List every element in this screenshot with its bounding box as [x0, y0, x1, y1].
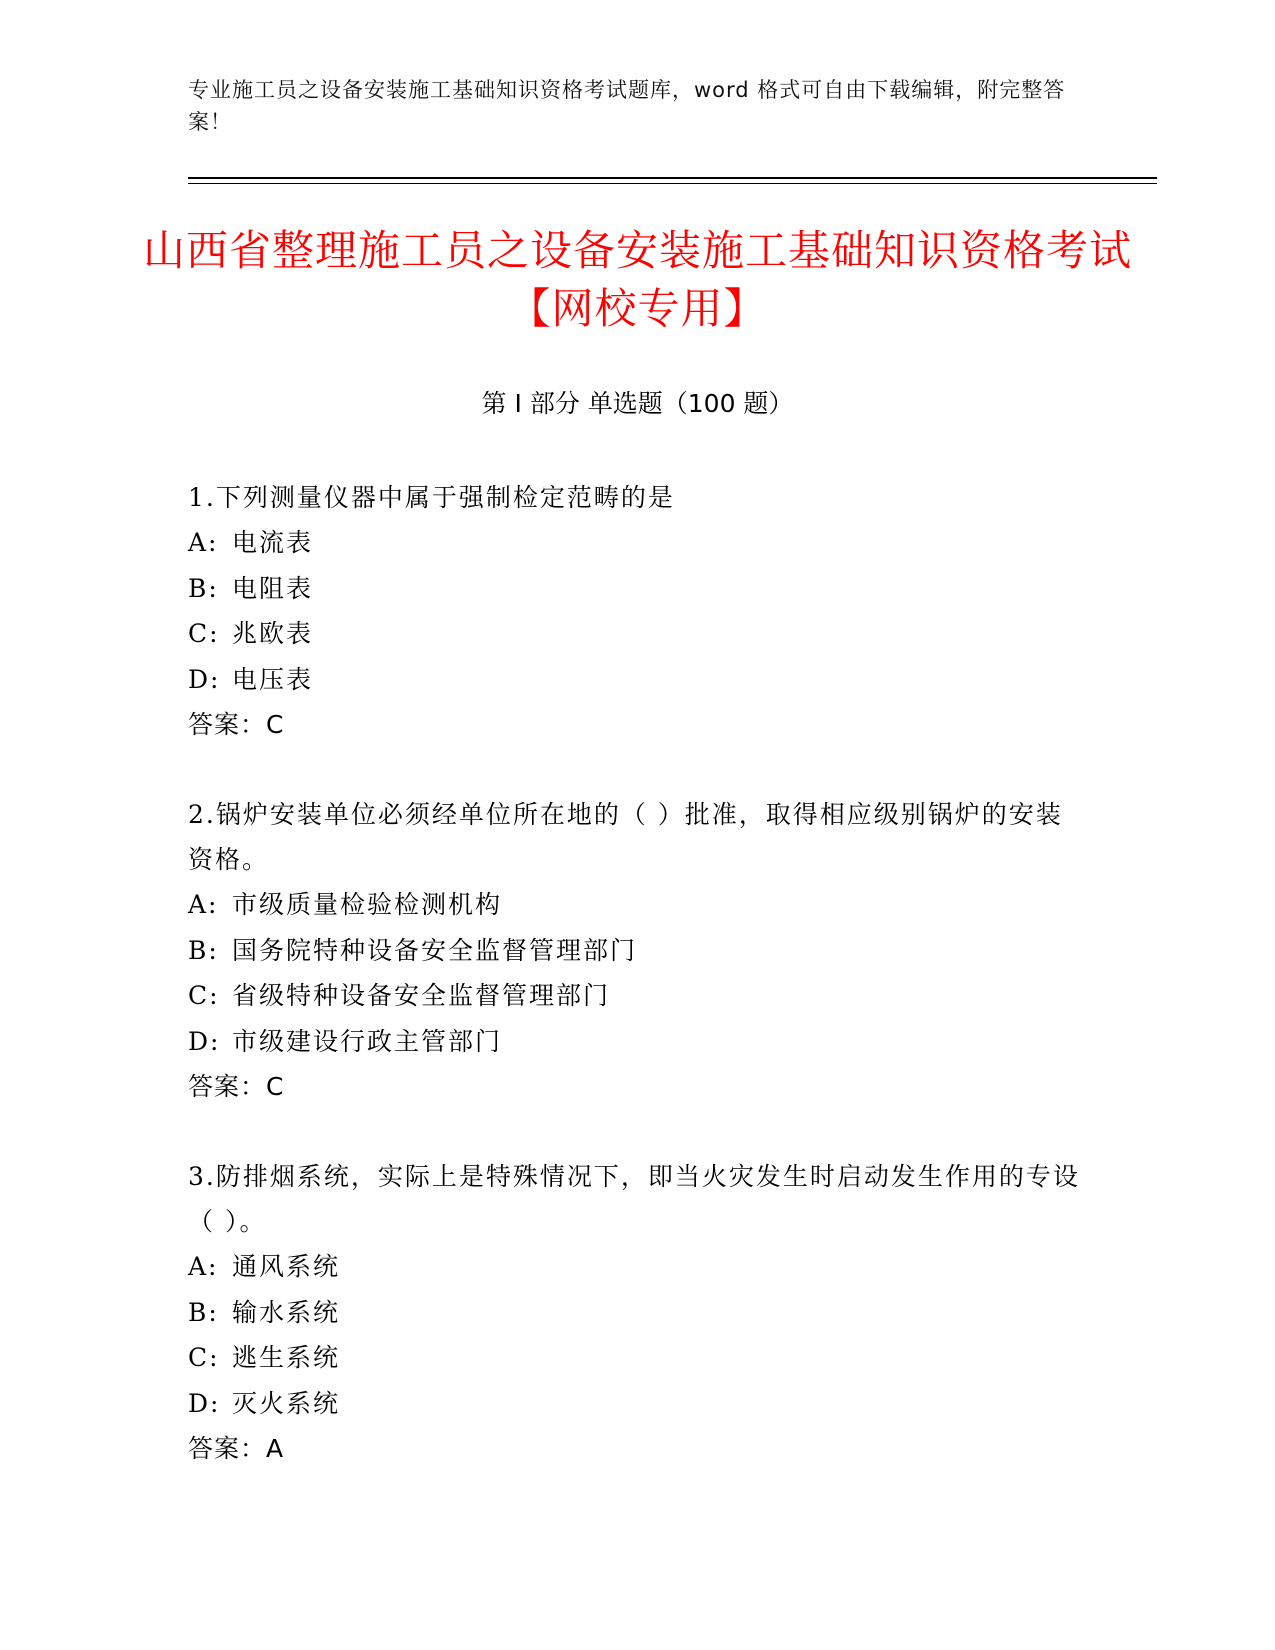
option-b [188, 1290, 1088, 1336]
option-text: 输水系统 [232, 1297, 341, 1327]
option-a [188, 520, 1088, 566]
option-text: 电阻表 [232, 573, 314, 603]
document-title: 山西省整理施工员之设备安装施工基础知识资格考试【网校专用】 [142, 226, 1132, 333]
option-c [188, 611, 1088, 657]
option-a [188, 882, 1088, 928]
question-2 [188, 792, 1088, 1109]
question-stem: 3.防排烟系统，实际上是特殊情况下，即当火灾发生时启动发生作用的专设（ ）。 [188, 1162, 1080, 1236]
option-text: 市级建设行政主管部门 [232, 1026, 503, 1056]
option-key: A: [188, 1252, 219, 1281]
answer-line: 答案：A [188, 1434, 285, 1463]
option-key: C: [188, 619, 220, 648]
option-text: 逃生系统 [232, 1343, 341, 1372]
option-key: B: [188, 935, 219, 965]
option-key: D: [188, 664, 221, 694]
question-stem: 1.下列测量仪器中属于强制检定范畴的是 [188, 483, 675, 512]
option-d [188, 1381, 1088, 1427]
header-note: 专业施工员之设备安装施工基础知识资格考试题库，word 格式可自由下载编辑，附完整答案！ [188, 78, 1066, 134]
header-divider-thin [188, 183, 1157, 184]
option-key: D: [188, 1388, 221, 1418]
question-stem: 2.锅炉安装单位必须经单位所在地的（ ）批准，取得相应级别锅炉的安装资格。 [188, 800, 1063, 874]
question-3 [188, 1154, 1088, 1471]
option-text: 灭火系统 [232, 1388, 341, 1418]
option-key: C: [188, 981, 220, 1010]
option-key: A: [188, 890, 219, 919]
option-key: B: [188, 573, 219, 603]
option-text: 国务院特种设备安全监督管理部门 [232, 935, 638, 965]
option-c [188, 1335, 1088, 1381]
option-key: C: [188, 1343, 220, 1372]
option-text: 通风系统 [232, 1252, 341, 1281]
option-a [188, 1244, 1088, 1290]
answer-line: 答案：C [188, 1072, 285, 1101]
question-1 [188, 475, 1088, 747]
option-b [188, 928, 1088, 974]
header-divider-thick [188, 177, 1157, 179]
option-key: D: [188, 1026, 221, 1056]
option-c [188, 973, 1088, 1019]
option-key: A: [188, 528, 219, 557]
option-text: 电压表 [232, 664, 314, 694]
option-b [188, 566, 1088, 612]
option-text: 电流表 [232, 528, 314, 557]
option-text: 省级特种设备安全监督管理部门 [232, 981, 611, 1010]
question-list [188, 475, 1088, 1516]
option-text: 兆欧表 [232, 619, 314, 648]
option-d [188, 1019, 1088, 1065]
section-heading: 第 I 部分 单选题（100 题） [481, 389, 794, 418]
option-d [188, 657, 1088, 703]
answer-line: 答案：C [188, 710, 285, 739]
option-key: B: [188, 1297, 219, 1327]
option-text: 市级质量检验检测机构 [232, 890, 503, 919]
